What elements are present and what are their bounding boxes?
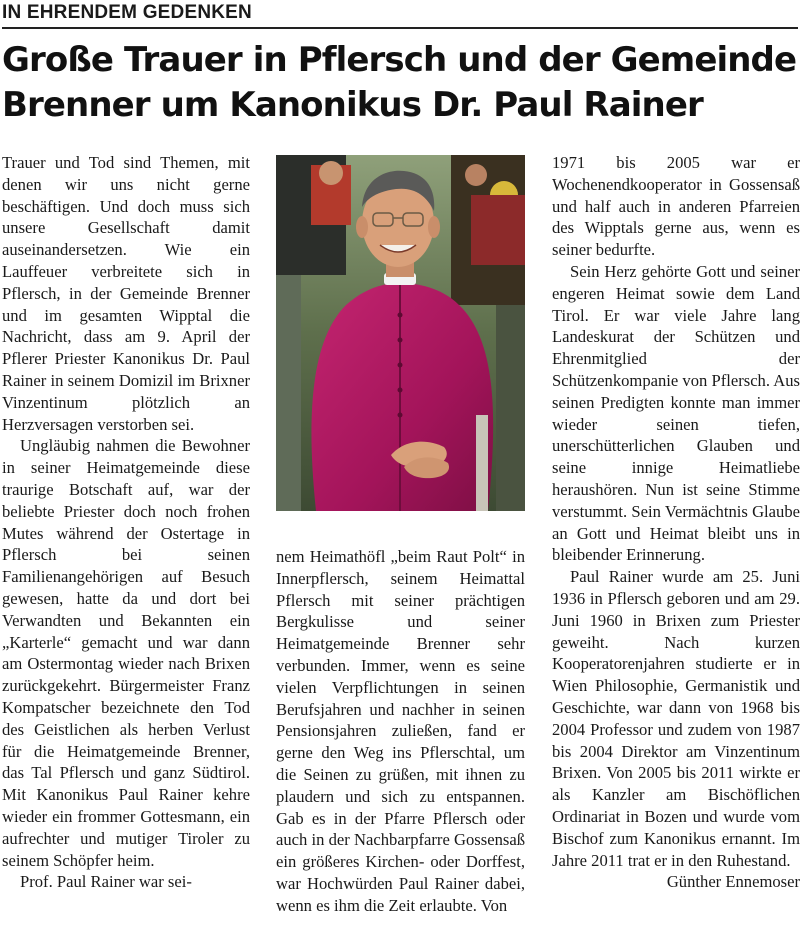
article-photo [276,155,525,511]
article-headline [2,38,800,128]
section-label: IN EHRENDEM GEDENKEN [2,2,252,23]
author-byline: Günther Ennemoser [666,872,800,892]
paragraph-continued: Prof. Paul Rainer war sei- [20,872,192,892]
paragraph-intro: Trauer und Tod sind Themen, mit denen wir uns nicht gerne beschäftigen. Und doch muss sich unsere Gesellschaft damit auseinandersetzen. Wie ein Lauffeuer verbreitete sich in Pflersch, in der Gemeinde Brenner und im gesamten Wipptal die Nachricht, dass am 9. April der Pflerer Priester Kanonikus Dr. Paul Rainer in seinem Domizil im Brixner Vinzentinum plötzlich an Herzversagen verstorben sei. [2,153,250,434]
paragraph-heart: Sein Herz gehörte Gott und seiner engeren Heimat sowie dem Land Tirol. Er war viele Jahre lang Landeskurat der Schützen und Ehrenmitglied der Schützenkompanie von Pflersch. Aus seinen Predigten konnte man immer wieder seinen tiefen, unerschütterlichen Glauben und seine innige Heimatliebe heraushören. Nun ist seine Stimme verstummt. Sein Vermächtnis Glaube an Gott und Heimat bleibt uns in bleibender Erinnerung. [552,261,800,565]
paragraph-reaction: Ungläubig nahmen die Bewohner in seiner Heimatgemeinde diese traurige Botschaft auf, war der beliebte Priester doch noch frohen Mutes während der Ostertage in Pflersch bei seinen Familienangehörigen auf Besuch gewesen, hatte da und dort bei Verwandten und Bekannten ein „Karterle“ gemacht und war dann am Ostermontag wieder nach Brixen zurückgekehrt. Bürgermeister Franz Kompatscher bezeichnete den Tod des Geistlichen als herben Verlust für die Heimatgemeinde Brenner, das Tal Pflersch und ganz Südtirol. Mit Kanonikus Paul Rainer kehre wieder ein frommer Gottesmann, ein aufrechter und mutiger Tiroler zu seinem Schöpfer heim. [2,436,250,870]
article-column-3 [552,152,800,893]
section-divider [2,27,798,29]
paragraph-service: 1971 bis 2005 war er Wochenendkooperator in Gossensaß und half auch in anderen Pfarreien des Wipptals gerne aus, wenn es seiner bedurfte. [552,153,800,260]
article-column-2 [276,546,525,917]
paragraph-biography: Paul Rainer wurde am 25. Juni 1936 in Pflersch geboren und am 29. Juni 1960 in Brixen zum Priester geweiht. Nach kurzen Kooperatorenjahren studierte er in Wien Philosophie, Germanistik und Geschichte, war dann von 1968 bis 2004 Professor und zudem von 1987 bis 2004 Direktor am Vinzentinum Brixen. Von 2005 bis 2011 wirkte er als Kanzler am Bischöflichen Ordinariat in Bozen und wurde vom Bischof zum Kanonikus ernannt. Im Jahre 2011 trat er in den Ruhestand. [552,567,800,870]
headline-line-2: Brenner um Kanonikus Dr. Paul Rainer [2,85,703,125]
priest-portrait-icon [276,155,525,511]
paragraph-homeland: nem Heimathöfl „beim Raut Polt“ in Innerpflersch, seinem Heimattal Pflersch mit seiner prächtigen Bergkulisse und seiner Heimatgemeinde Brenner sehr verbunden. Immer, wenn es seine vielen Verpflichtungen in seinen Berufsjahren und nachher in seinen Pensionsjahren zuließen, fand er gerne den Weg ins Pflerschtal, um die Seinen zu grüßen, mit ihnen zu plaudern und sich zu entspannen. Gab es in der Pfarre Pflersch oder auch in der Nachbarpfarre Gossensaß ein größeres Kirchen- oder Dorffest, war Hochwürden Paul Rainer dabei, wenn es ihm die Zeit erlaubte. Von [276,547,525,915]
headline-line-1: Große Trauer in Pflersch und der Gemeinde [2,40,797,80]
article-column-1 [2,152,250,893]
